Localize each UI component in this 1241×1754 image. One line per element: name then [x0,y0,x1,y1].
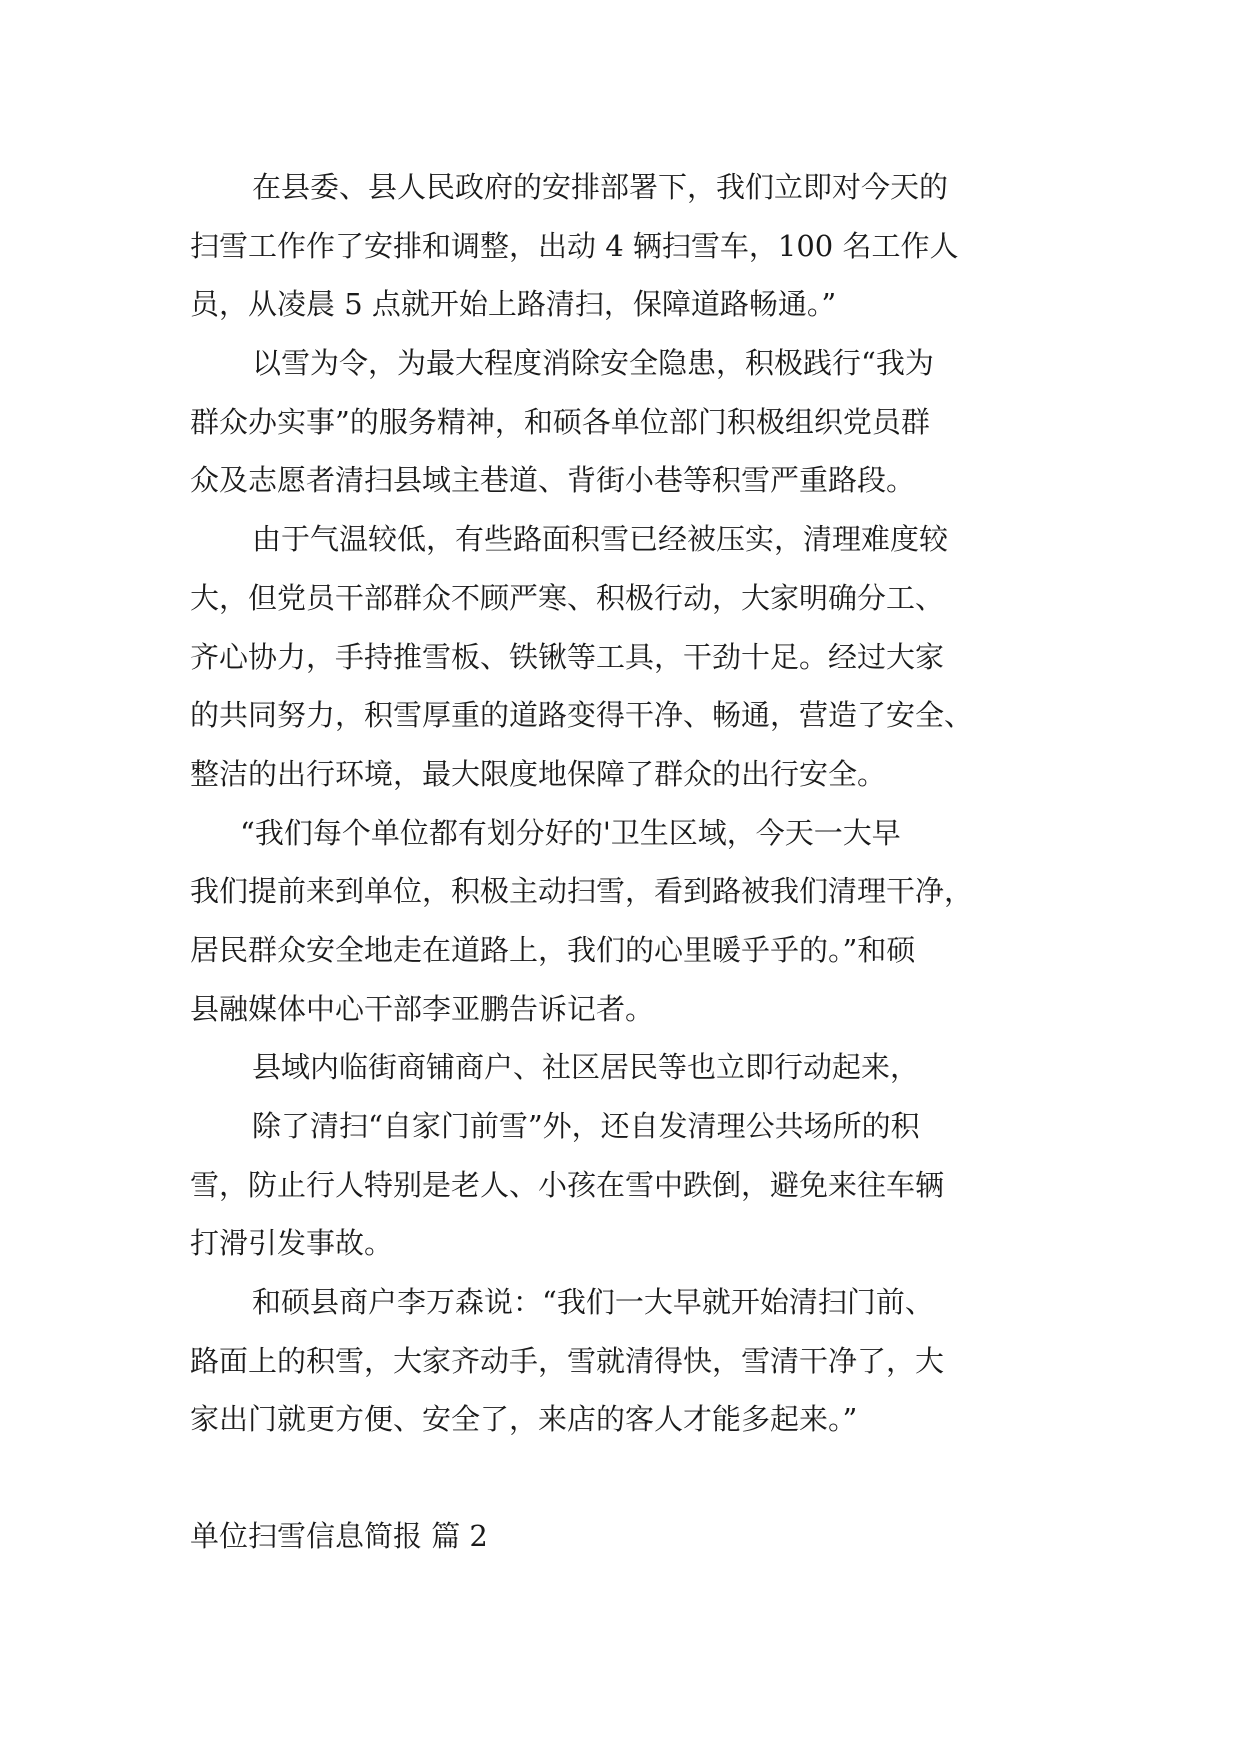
paragraph [190,1038,1050,1097]
text-line: 我们提前来到单位，积极主动扫雪，看到路被我们清理干净， [190,874,974,909]
paragraph [190,1273,1050,1449]
text-line: 打滑引发事故。 [190,1226,394,1261]
text-line: 雪，防止行人特别是老人、小孩在雪中跌倒，避免来往车辆 [190,1167,945,1202]
text-line: 除了清扫“自家门前雪”外，还自发清理公共场所的积 [252,1109,920,1143]
text-line: 由于气温较低，有些路面积雪已经被压实，清理难度较 [252,522,949,557]
text-line: 在县委、县人民政府的安排部署下，我们立即对今天的 [252,170,949,204]
text-line: “我们每个单位都有划分好的'卫生区域，今天一大早 [240,815,901,850]
text-line: 齐心协力，手持推雪板、铁锹等工具，干劲十足。经过大家 [190,639,945,674]
text-line: 的共同努力，积雪厚重的道路变得干净、畅通，营造了安全、 [190,698,974,733]
paragraph [190,1097,1050,1273]
text-line: 县域内临街商铺商户、社区居民等也立即行动起来， [252,1050,920,1085]
text-line: 员，从凌晨 5 点就开始上路清扫，保障道路畅通。” [190,287,837,322]
blank-line [190,1449,1050,1507]
text-line: 路面上的积雪，大家齐动手，雪就清得快，雪清干净了，大 [190,1343,945,1378]
text-line: 县融媒体中心干部李亚鹏告诉记者。 [190,991,655,1026]
text-line: 家出门就更方便、安全了，来店的客人才能多起来。” [190,1402,858,1437]
text-line: 整洁的出行环境，最大限度地保障了群众的出行安全。 [190,756,887,791]
text-line: 群众办实事”的服务精神，和硕各单位部门积极组织党员群 [190,404,930,439]
paragraph [190,158,1050,334]
text-line: 扫雪工作作了安排和调整，出动 4 辆扫雪车，100 名工作人 [190,228,959,263]
text-line: 居民群众安全地走在道路上，我们的心里暖乎乎的。”和硕 [190,932,916,967]
text-line: 和硕县商户李万森说：“我们一大早就开始清扫门前、 [252,1285,934,1320]
paragraph [190,804,1050,1039]
document-body [190,158,1050,1565]
paragraph [190,334,1050,510]
text-line: 以雪为令，为最大程度消除安全隐患，积极践行“我为 [252,346,934,381]
text-line: 众及志愿者清扫县域主巷道、背街小巷等积雪严重路段。 [190,463,916,498]
text-line: 大，但党员干部群众不顾严寒、积极行动，大家明确分工、 [190,580,945,615]
section-heading: 单位扫雪信息简报 篇 2 [190,1519,488,1554]
paragraph [190,510,1050,803]
